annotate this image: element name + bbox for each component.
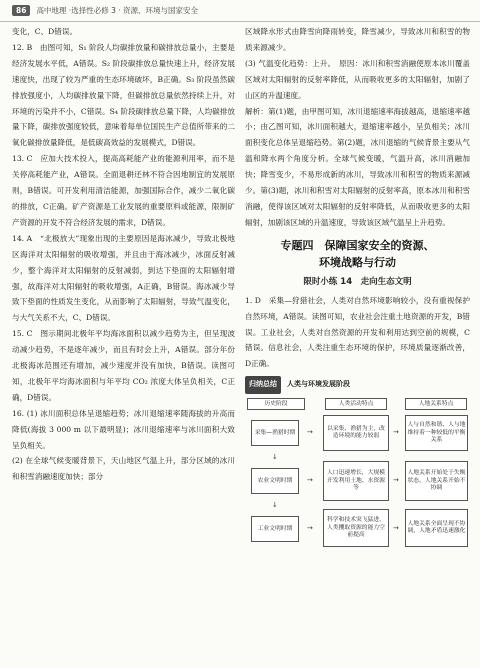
page-header xyxy=(0,0,480,22)
answer-16-1: 16. (1) 冰川面积总体呈退缩趋势；冰川退缩速率随海拔的升高而降低(海拔 3 000 m 以下最明显)；冰川退缩速率与冰川面积大致呈负相关。 xyxy=(12,408,235,450)
answer-15: 15. C 图示期间北极年平均海冰面积以减少趋势为主，但呈现波动减少趋势，不是逐年减少，而且有时会上升，A错误。部分年份北极海冰范围还有增加，减少速度并没有加快，B错误。读图可知，北极年平均海冰面积与年平均 CO₂ 浓度大体呈负相关，C正确，D错误。 xyxy=(12,329,235,402)
answer-16-2: (2) 在全球气候变暖背景下，天山地区气温上升，部分区域的冰川和积雪消融速度加快；部分 xyxy=(12,456,235,482)
header-stage: 历史阶段 xyxy=(247,398,305,410)
relation-box: 人地关系开始处于失衡状态，人地关系开始不协调 xyxy=(405,461,468,501)
answer-13: 13. C 应加大技术投入，提高高耗能产业的能源利用率，而不是关停高耗能产业，A错误。全面退耕还林不符合因地制宜的发展原则，B错误。可开发利用清洁能源，加强国际合作，减少二氧化碳的排放，C正确。矿产资源是工业发展的重要原料或能源，限制矿产资源的开发不符合经济发展的需求，D错误。 xyxy=(12,154,235,227)
header-relation: 人地关系特点 xyxy=(405,398,467,410)
relation-box: 人地关系全面呈现不协调，人地矛盾迅速激化 xyxy=(405,509,468,547)
arrow-down-icon: ↓ xyxy=(272,501,278,510)
stage-box: 采集—渔猎时期 xyxy=(251,420,299,446)
answer-14: 14. A “北极放大”现象出现的主要原因是海冰减少，导致北极地区海洋对太阳辐射的吸收增强，并且由于海冰减少，冰面反射减少，整个海洋对太阳辐射的反射减弱，到达下垫面的太阳辐射增强，故海洋对太阳辐射的吸收增强，A正确，B错误。海冰减少导致下垫面的性质发生变化，从而影响了太阳辐射，导致气温变化，与大气关系不大，C、D错误。 xyxy=(12,233,235,323)
header-text: 高中地理 ·选择性必修 3 · 资源、环境与国家安全 xyxy=(36,6,199,15)
answer-1: 1. D 采集—狩猎社会，人类对自然环境影响较小，没有重视保护自然环境，A错误。读图可知，农业社会注重土地资源的开发，B错误。工业社会，人类对自然资源的开发和利用达到空前的规模，C错误。信息社会，人类注重生态环境的保护，环境质量逐渐改善，D正确。 xyxy=(245,295,470,369)
paragraph: 区域降水形式由降雪向降雨转变，降雪减少，导致冰川和积雪的物质来源减少。 xyxy=(245,27,470,52)
activity-box: 以采集、渔猎为主，改造环境的能力较弱 xyxy=(323,415,389,451)
stage-box: 农业文明时期 xyxy=(251,468,299,494)
activity-box: 科学和技术突飞猛进，人类攫取资源的能力空前提高 xyxy=(323,509,389,547)
right-column xyxy=(245,24,470,548)
section-title-line2: 环境战略与行动 xyxy=(319,255,396,269)
arrow-right-icon: → xyxy=(393,428,399,437)
stages-diagram xyxy=(245,398,470,548)
relation-box: 人与自然和谐、人与地维持着一种较低的平衡关系 xyxy=(405,415,468,451)
summary-tag: 归纳总结 xyxy=(245,376,281,394)
arrow-right-icon: → xyxy=(307,428,313,437)
page-number: 86 xyxy=(12,5,30,16)
summary-bar xyxy=(245,376,470,394)
arrow-down-icon: ↓ xyxy=(272,453,278,462)
practice-title: 限时小练 14 走向生态文明 xyxy=(303,276,412,287)
header-activity: 人类活动特点 xyxy=(325,398,387,410)
activity-box: 人口迅速增长，大规模开发利用土地、水资源等 xyxy=(323,461,389,501)
arrow-right-icon: → xyxy=(307,476,313,485)
section-title-line1: 专题四 保障国家安全的资源、 xyxy=(280,238,435,252)
left-column xyxy=(12,24,235,485)
arrow-right-icon: → xyxy=(393,524,399,533)
arrow-right-icon: → xyxy=(393,476,399,485)
section-title xyxy=(245,237,470,271)
answer-12: 12. B 由图可知，S₁ 阶段人均碳排放量和碳排放总量小，主要是经济发展水平低，A错误。S₂ 阶段碳排放总量快速上升，经济发展速度快，出现了较为严重的生态环境破坏，B正确。S₃ 阶段虽然碳排放强度小，人均碳排放量下降，但碳排放总量依然持续上升，对环境的污染并不小，C错误。S₄ 阶段碳排放总量下降，人均碳排放量下降，碳排放强度较低，意味着每单位国民生产总值所带来的二氧化碳排放量降低，是低碳高效益的发展模式，D错误。 xyxy=(12,42,235,148)
analysis: 解析：第(1)题，由甲图可知，冰川退缩速率海拔越高，退缩速率越小；由乙图可知，冰川面积越大，退缩速率越小，呈负相关；冰川面积变化总体呈退缩趋势。第(2)题，冰川退缩的气候背景主要从气温和降水两个角度分析。全球气候变暖，气温升高，冰川消融加快；降雪变少，不易形成新的冰川，导致冰川和积雪的物质来源减少。第(3)题，冰川和积雪对太阳辐射的反射率高，原本冰川和积雪消融，使得该区域对太阳辐射的反射率降低，从而吸收更多的太阳辐射，加剧该区域的升温速度，导致该区域气温呈上升趋势。 xyxy=(245,106,470,227)
arrow-right-icon: → xyxy=(307,524,313,533)
paragraph: 变化，C、D错误。 xyxy=(12,27,78,36)
summary-title: 人类与环境发展阶段 xyxy=(287,380,350,389)
stage-box: 工业文明时期 xyxy=(251,516,299,542)
answer-16-3: (3) 气温变化趋势：上升。 原因：冰川和积雪消融使原本冰川覆盖区域对太阳辐射的反射率降低，从而吸收更多的太阳辐射，加剧了山区的升温速度。 xyxy=(245,58,470,100)
